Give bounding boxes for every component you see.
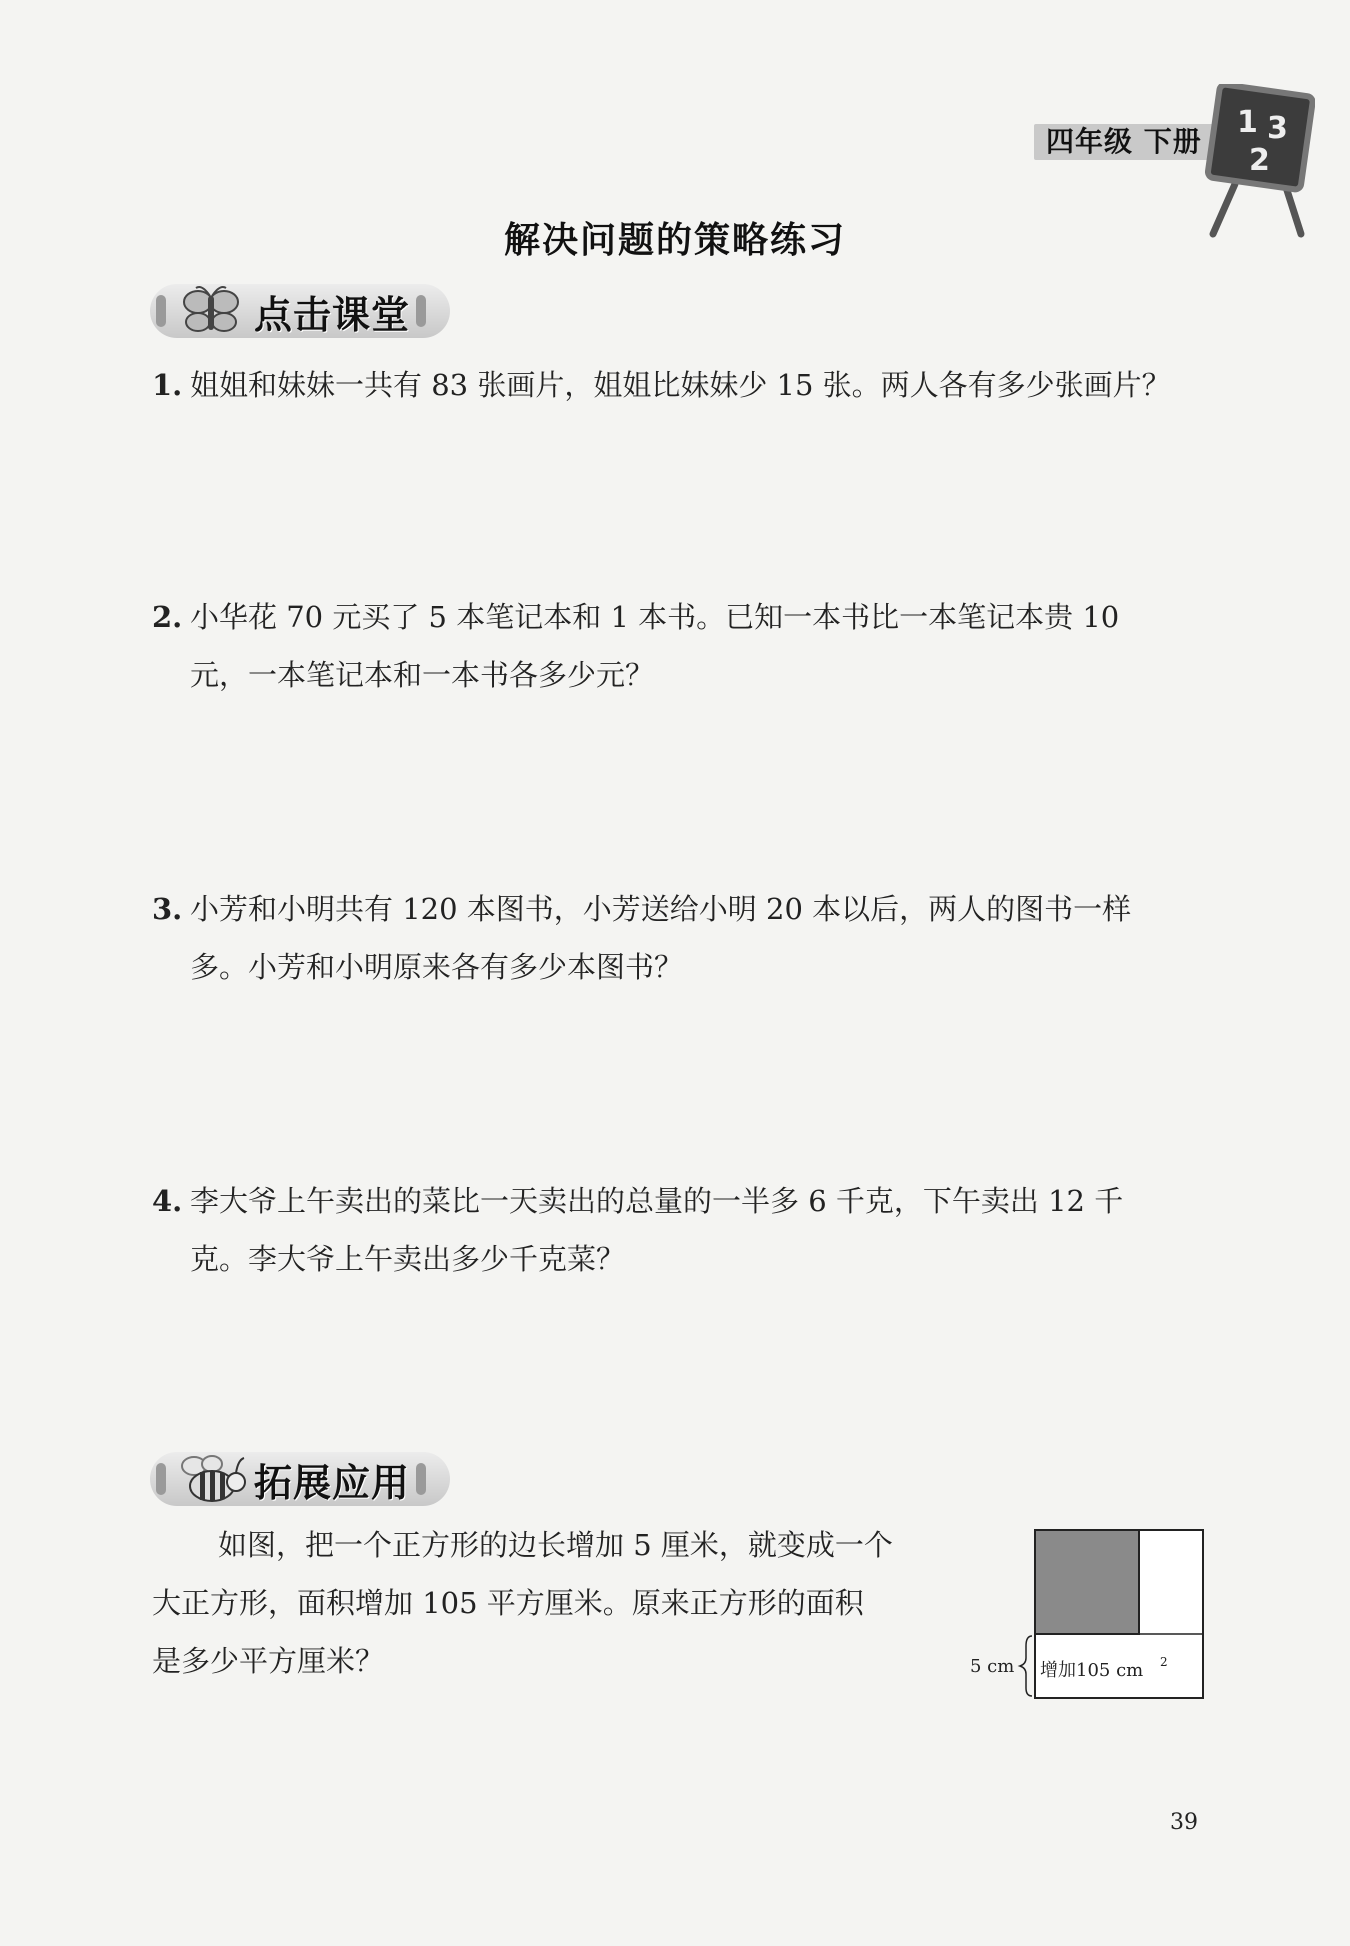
banner-left-cap bbox=[156, 295, 166, 327]
section-banner-classroom bbox=[150, 284, 450, 338]
banner-right-cap bbox=[416, 1463, 426, 1495]
square-diagram bbox=[970, 1520, 1210, 1700]
bee-icon bbox=[172, 1452, 250, 1506]
board-digit-1: 1 bbox=[1237, 105, 1258, 140]
area-label-superscript: 2 bbox=[1160, 1655, 1168, 1669]
page-title: 解决问题的策略练习 bbox=[503, 220, 846, 261]
page-number: 39 bbox=[1170, 1810, 1198, 1835]
question-2 bbox=[152, 588, 1212, 704]
butterfly-icon bbox=[172, 284, 250, 338]
grade-label: 四年级 下册 bbox=[1034, 124, 1246, 160]
question-text: 姐姐和妹妹一共有 83 张画片，姐姐比妹妹少 15 张。两人各有多少张画片？ bbox=[190, 368, 1171, 402]
extension-text-line: 如图，把一个正方形的边长增加 5 厘米，就变成一个 bbox=[218, 1528, 893, 1562]
question-number: 3. bbox=[152, 892, 183, 926]
question-1 bbox=[152, 356, 1212, 414]
question-text: 小芳和小明共有 120 本图书，小芳送给小明 20 本以后，两人的图书一样 bbox=[190, 892, 1132, 926]
question-text-continued: 元，一本笔记本和一本书各多少元？ bbox=[190, 658, 655, 692]
question-text: 小华花 70 元买了 5 本笔记本和 1 本书。已知一本书比一本笔记本贵 10 bbox=[190, 600, 1120, 634]
original-square bbox=[1035, 1530, 1139, 1634]
question-number: 4. bbox=[152, 1184, 183, 1218]
question-text-continued: 多。小芳和小明原来各有多少本图书？ bbox=[190, 950, 684, 984]
board-digit-2: 2 bbox=[1249, 143, 1270, 178]
section-label-extension: 拓展应用 bbox=[254, 1460, 411, 1505]
question-number: 2. bbox=[152, 600, 183, 634]
extension-text-line: 是多少平方厘米？ bbox=[152, 1644, 385, 1678]
extension-problem bbox=[152, 1516, 952, 1690]
board-digit-3: 3 bbox=[1267, 111, 1288, 146]
question-text-continued: 克。李大爷上午卖出多少千克菜？ bbox=[190, 1242, 626, 1276]
question-number: 1. bbox=[152, 368, 183, 402]
banner-right-cap bbox=[416, 295, 426, 327]
banner-left-cap bbox=[156, 1463, 166, 1495]
side-label: 5 cm bbox=[970, 1656, 1015, 1677]
brace-icon bbox=[1020, 1636, 1032, 1696]
section-label-classroom: 点击课堂 bbox=[254, 292, 411, 337]
section-banner-extension bbox=[150, 1452, 450, 1506]
question-3 bbox=[152, 880, 1212, 996]
area-label: 增加105 cm bbox=[1040, 1660, 1144, 1681]
extension-text-line: 大正方形，面积增加 105 平方厘米。原来正方形的面积 bbox=[152, 1586, 864, 1620]
question-text: 李大爷上午卖出的菜比一天卖出的总量的一半多 6 千克，下午卖出 12 千 bbox=[190, 1184, 1124, 1218]
question-4 bbox=[152, 1172, 1212, 1288]
